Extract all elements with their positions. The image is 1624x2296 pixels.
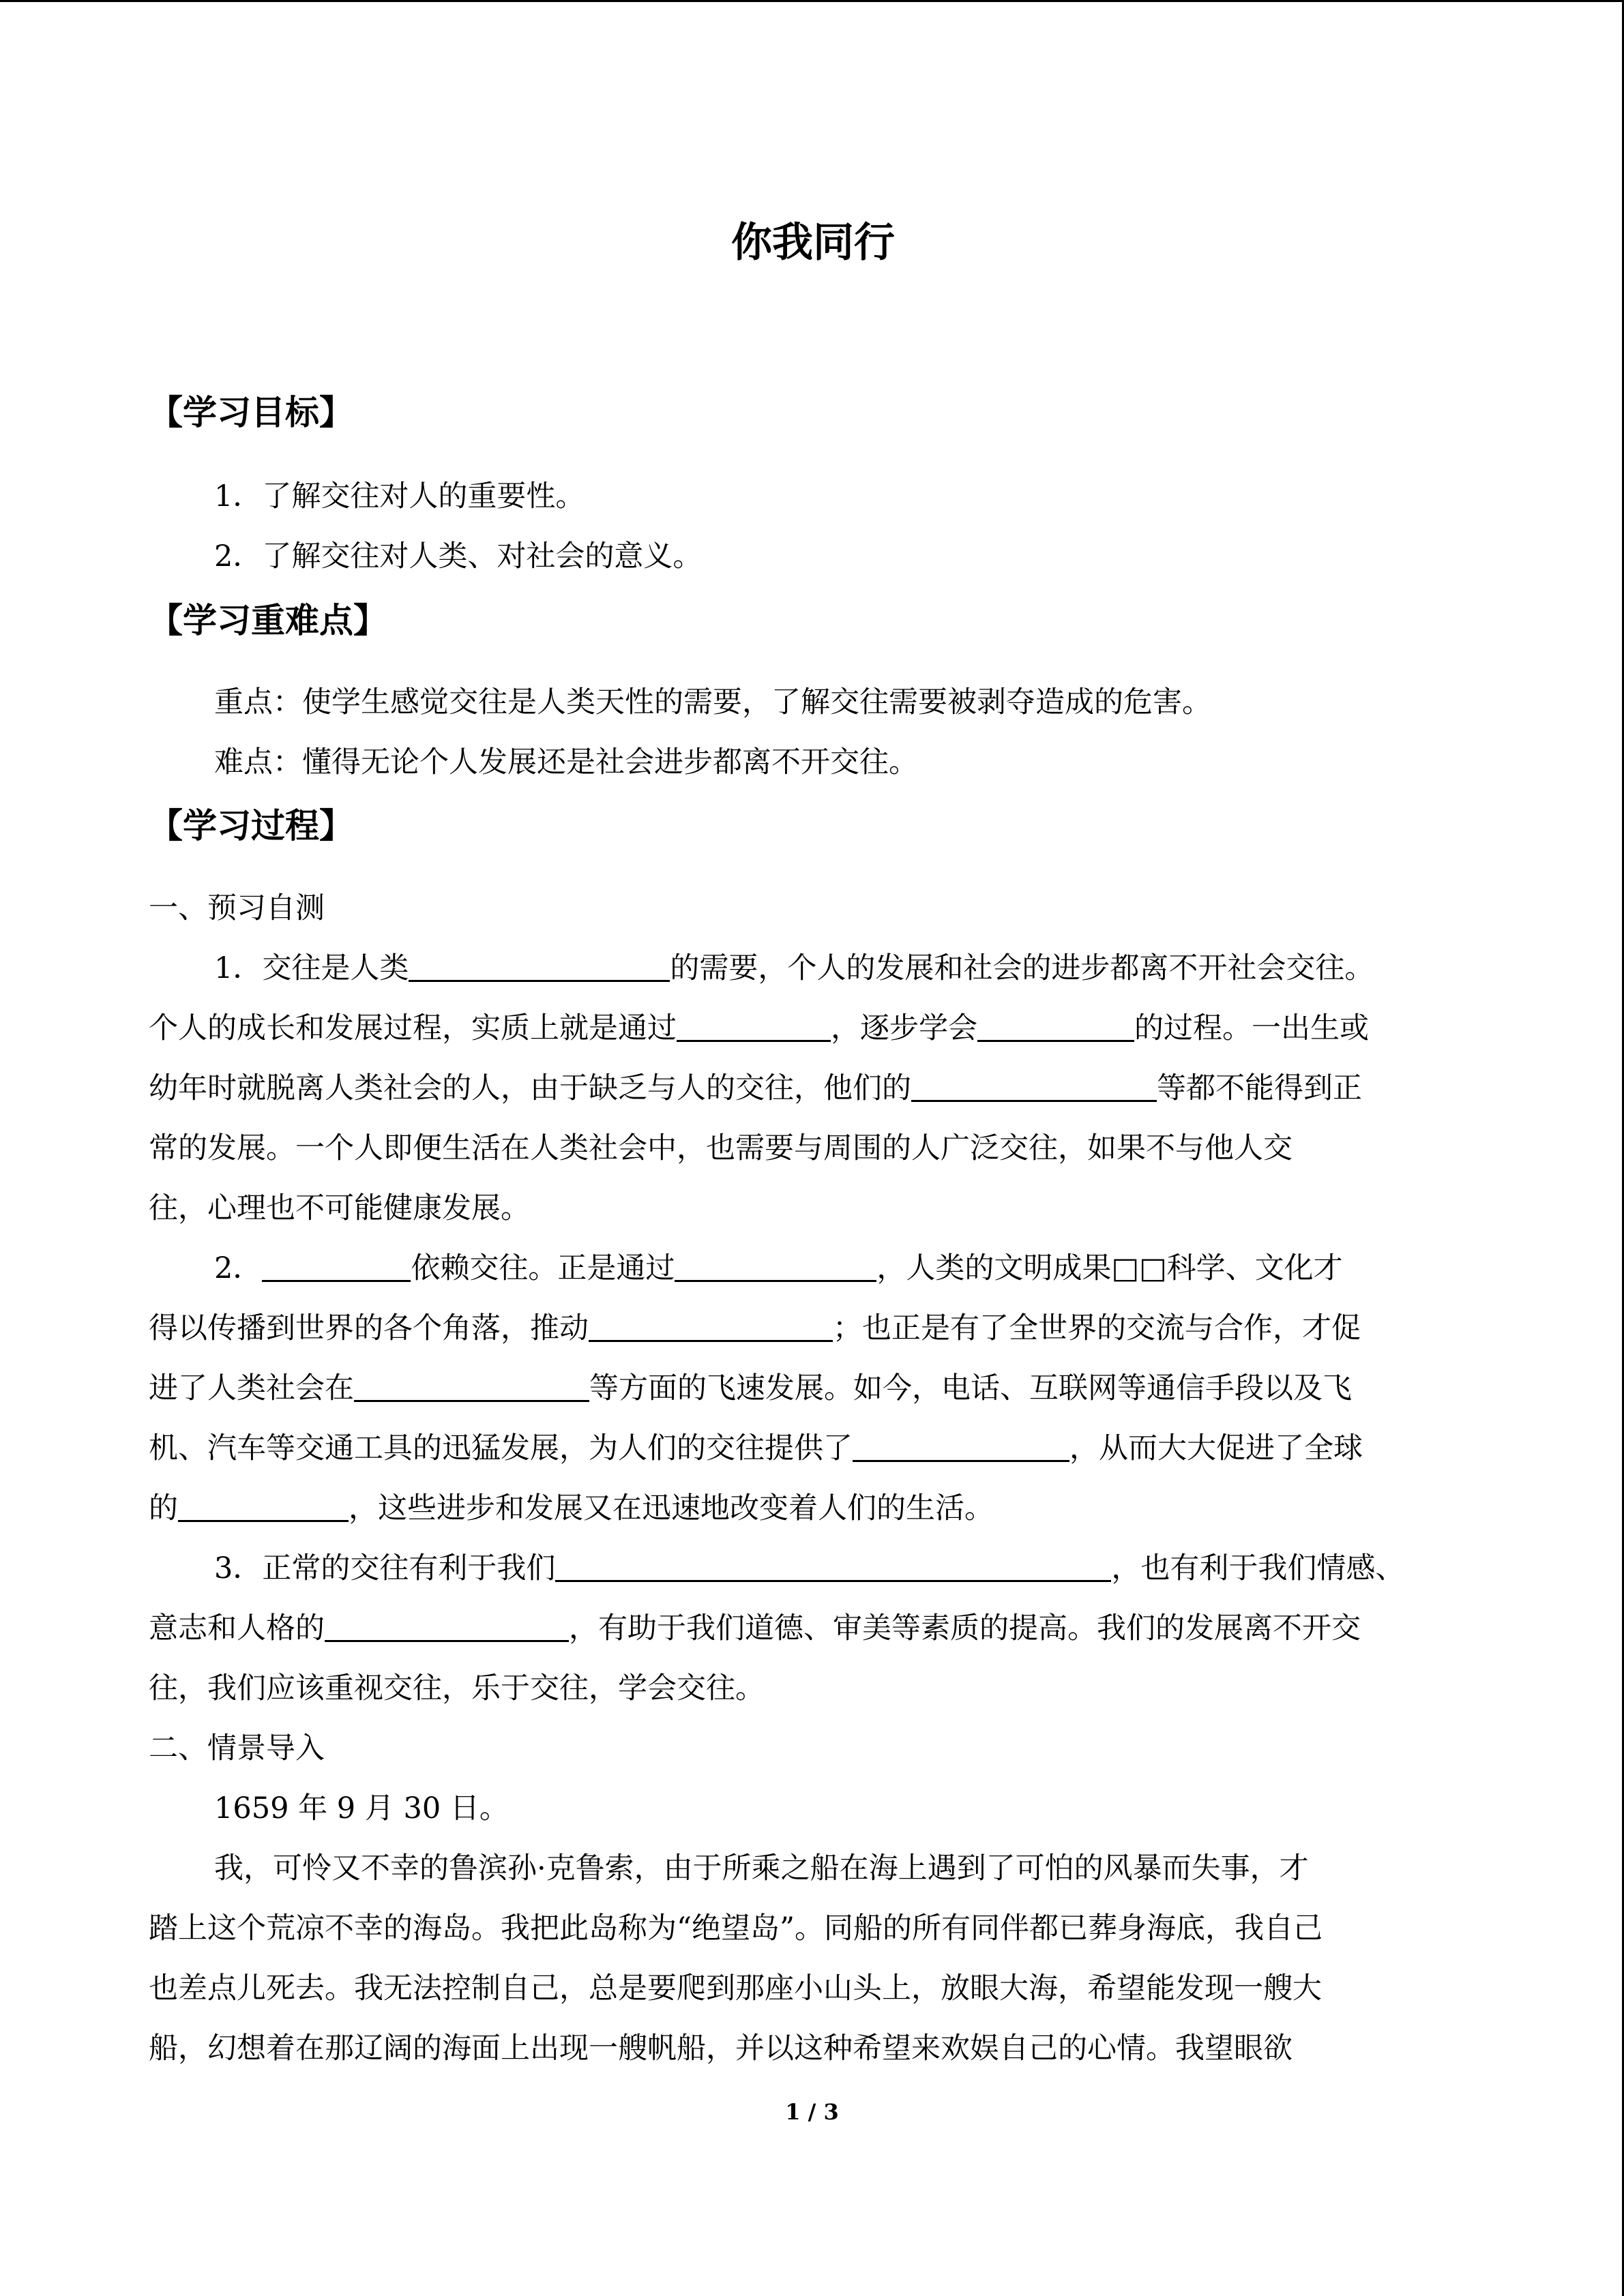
- q3-line: 往，我们应该重视交往，乐于交往，学会交往。: [149, 1671, 765, 1705]
- story-line: 踏上这个荒凉不幸的海岛。我把此岛称为“绝望岛”。同船的所有同伴都已葬身海底，我自己: [149, 1911, 1323, 1945]
- q1-line: 个人的成长和发展过程，实质上就是通过 ，逐步学会 的过程。一出生或: [149, 1011, 1369, 1045]
- answer-blank[interactable]: [853, 1430, 1069, 1462]
- page-number: 1 / 3: [785, 2099, 839, 2125]
- answer-blank[interactable]: [675, 1250, 876, 1282]
- answer-blank[interactable]: [262, 1250, 411, 1282]
- objectives-heading: 【学习目标】: [149, 393, 353, 432]
- answer-blank[interactable]: [911, 1070, 1157, 1102]
- answer-blank[interactable]: [677, 1010, 831, 1042]
- q2-line: 的 ，这些进步和发展又在迅速地改变着人们的生活。: [149, 1491, 994, 1525]
- part2-title: 二、情景导入: [149, 1731, 325, 1765]
- story-line: 也差点儿死去。我无法控制自己，总是要爬到那座小山头上，放眼大海，希望能发现一艘大: [149, 1971, 1322, 2006]
- page-top-border: [0, 0, 1624, 2]
- q2-line: 进了人类社会在 等方面的飞速发展。如今，电话、互联网等通信手段以及飞: [149, 1371, 1352, 1405]
- story-date: 1659 年 9 月 30 日。: [214, 1791, 509, 1825]
- q2-line: 机、汽车等交通工具的迅猛发展，为人们的交往提供了 ，从而大大促进了全球: [149, 1431, 1363, 1465]
- q2-line: 得以传播到世界的各个角落，推动 ；也正是有了全世界的交流与合作，才促: [149, 1311, 1361, 1345]
- story-line: 船，幻想着在那辽阔的海面上出现一艘帆船，并以这种希望来欢娱自己的心情。我望眼欲: [149, 2031, 1293, 2066]
- key-point-item: 重点：使学生感觉交往是人类天性的需要，了解交往需要被剥夺造成的危害。: [214, 685, 1211, 719]
- answer-blank[interactable]: [409, 950, 670, 982]
- answer-blank[interactable]: [555, 1550, 1111, 1582]
- answer-blank[interactable]: [977, 1010, 1134, 1042]
- q3-line: 3．正常的交往有利于我们 ，也有利于我们情感、: [214, 1551, 1405, 1585]
- q1-line: 1．交往是人类 的需要，个人的发展和社会的进步都离不开社会交往。: [214, 951, 1374, 985]
- answer-blank[interactable]: [354, 1370, 589, 1402]
- answer-blank[interactable]: [589, 1310, 833, 1342]
- q2-line: 2． 依赖交往。正是通过 ，人类的文明成果□□科学、文化才: [214, 1251, 1343, 1285]
- key-points-heading: 【学习重难点】: [149, 601, 387, 640]
- objective-item: 1．了解交往对人的重要性。: [214, 479, 585, 513]
- q3-line: 意志和人格的 ，有助于我们道德、审美等素质的提高。我们的发展离不开交: [149, 1611, 1361, 1645]
- q1-line: 往，心理也不可能健康发展。: [149, 1191, 530, 1225]
- answer-blank[interactable]: [325, 1610, 569, 1642]
- answer-blank[interactable]: [178, 1490, 349, 1522]
- difficulty-item: 难点：懂得无论个人发展还是社会进步都离不开交往。: [214, 745, 918, 779]
- part1-title: 一、预习自测: [149, 891, 325, 925]
- document-title: 你我同行: [731, 219, 895, 267]
- story-line: 我，可怜又不幸的鲁滨孙·克鲁索，由于所乘之船在海上遇到了可怕的风暴而失事，才: [214, 1851, 1309, 1885]
- q1-line: 幼年时就脱离人类社会的人，由于缺乏与人的交往，他们的 等都不能得到正: [149, 1071, 1362, 1105]
- q1-line: 常的发展。一个人即便生活在人类社会中，也需要与周围的人广泛交往，如果不与他人交: [149, 1131, 1293, 1165]
- process-heading: 【学习过程】: [149, 806, 353, 846]
- objective-item: 2．了解交往对人类、对社会的意义。: [214, 539, 703, 573]
